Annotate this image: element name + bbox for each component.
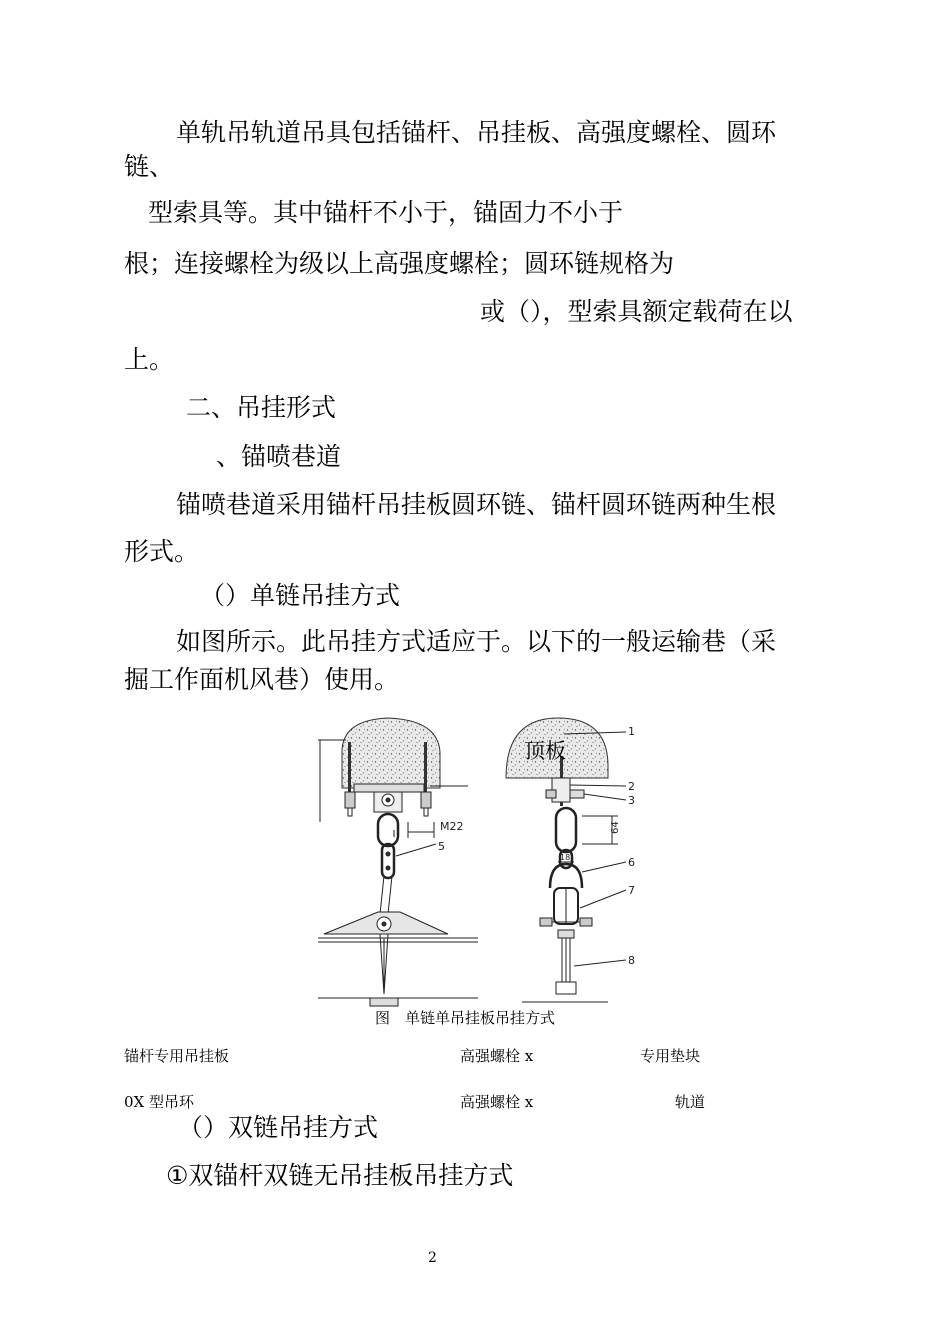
subsection-heading: 、锚喷巷道 [216,442,342,471]
legend-item: 高强螺栓 x [460,1093,534,1111]
callout-label: 8 [628,954,635,967]
callout-label: 2 [628,780,635,793]
paragraph-line: 根；连接螺栓为级以上高强度螺栓；圆环链规格为 [124,249,675,278]
paragraph-line: 或（），型索具额定载荷在以 [480,297,793,326]
callout-label: 6 [628,856,635,869]
subsection-heading: （）单链吊挂方式 [200,581,401,610]
callout-label: 7 [628,884,635,897]
m22-label: M22 [440,820,464,833]
legend-item: 高强螺栓 x [460,1047,534,1065]
roof-label: 顶板 [524,739,566,763]
subsection-heading: ①双锚杆双链无吊挂板吊挂方式 [166,1161,514,1190]
legend-item: 专用垫块 [640,1047,701,1065]
paragraph-line: 如图所示。此吊挂方式适应于。以下的一般运输巷（采 [176,627,777,656]
callout-label: 3 [628,794,635,807]
hanging-diagram [318,712,640,1010]
paragraph-line: 链、 [124,152,175,181]
legend-item: 轨道 [675,1093,706,1111]
page-number: 2 [428,1250,437,1266]
callout-label: 1 [628,725,635,738]
paragraph-line: 锚喷巷道采用锚杆吊挂板圆环链、锚杆圆环链两种生根 [176,490,777,519]
legend-item: 锚杆专用吊挂板 [124,1047,230,1065]
paragraph-line: 上。 [124,345,175,374]
left-view [318,718,478,1006]
dim-label-2: 18 [560,853,571,862]
paragraph-line: 单轨吊轨道吊具包括锚杆、吊挂板、高强度螺栓、圆环 [176,118,777,147]
legend-item: 0X 型吊环 [124,1093,194,1111]
paragraph-line: 型索具等。其中锚杆不小于，锚固力不小于 [148,198,624,227]
section-heading: 二、吊挂形式 [186,393,337,422]
callout-label: 5 [438,840,445,853]
dim-label: 64 [610,821,621,834]
paragraph-line: 形式。 [124,537,200,566]
subsection-heading: （）双链吊挂方式 [178,1113,379,1142]
figure-caption: 图 单链单吊挂板吊挂方式 [375,1009,556,1027]
paragraph-line: 掘工作面机风巷）使用。 [124,665,400,694]
